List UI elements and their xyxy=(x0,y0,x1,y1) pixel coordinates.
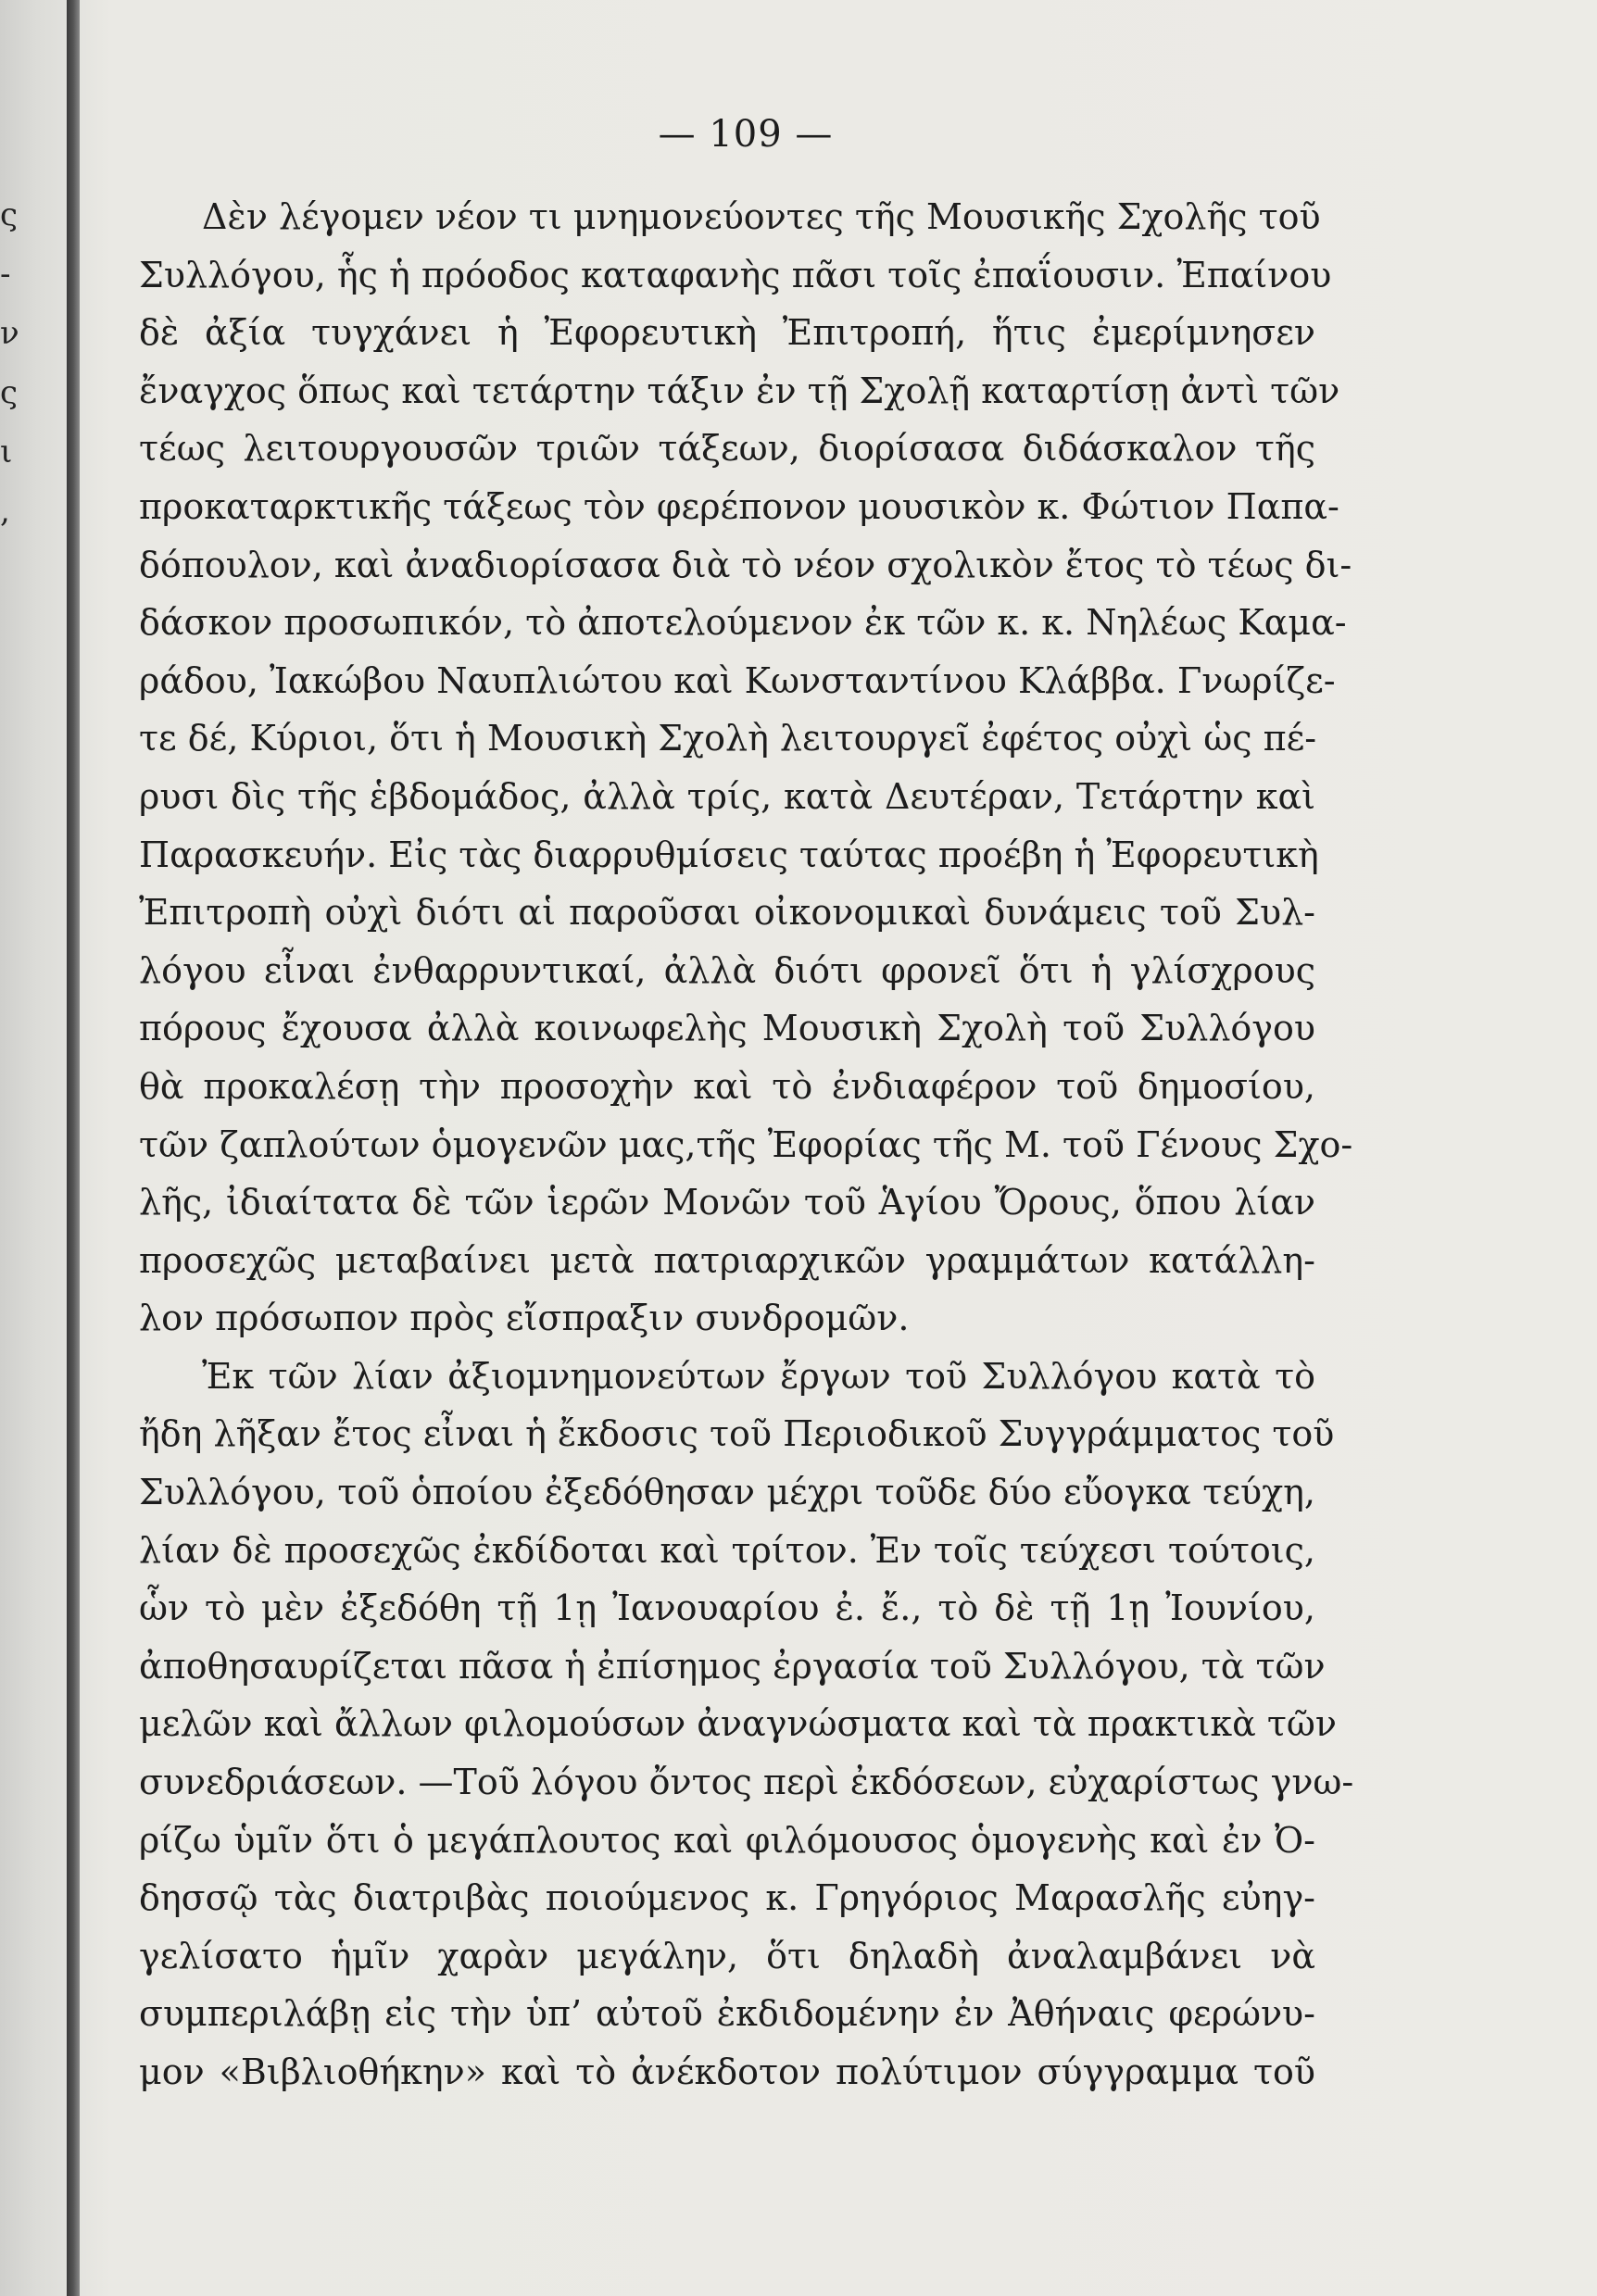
text-line: Συλλόγου, τοῦ ὁποίου ἐξεδόθησαν μέχρι τοῦδε δύο εὔογκα τεύχη, xyxy=(139,1472,1315,1513)
text-line: ἔναγχος ὅπως καὶ τετάρτην τάξιν ἐν τῇ Σχολῇ καταρτίσῃ ἀντὶ τῶν xyxy=(139,370,1340,411)
text-line: ἤδη λῆξαν ἔτος εἶναι ἡ ἔκδοσις τοῦ Περιοδικοῦ Συγγράμματος τοῦ xyxy=(139,1413,1335,1455)
margin-fragment: , xyxy=(0,493,10,530)
margin-fragment: ς xyxy=(0,196,19,233)
text-line: Παρασκευήν. Εἰς τὰς διαρρυθμίσεις ταύτας προέβη ἡ Ἐφορευτικὴ xyxy=(139,834,1319,875)
text-line: Ἐπιτροπὴ οὐχὶ διότι αἱ παροῦσαι οἰκονομικαὶ δυνάμεις τοῦ Συλ- xyxy=(139,892,1315,934)
text-line: λόγου εἶναι ἐνθαρρυντικαί, ἀλλὰ διότι φρονεῖ ὅτι ἡ γλίσχρους xyxy=(139,949,1315,991)
margin-fragment: - xyxy=(0,256,11,293)
paragraph-1 xyxy=(139,188,1353,1348)
text-line: δάσκον προσωπικόν, τὸ ἀποτελούμενον ἐκ τῶν κ. κ. Νηλέως Καμα- xyxy=(139,602,1347,644)
text-line: συμπεριλάβῃ εἰς τὴν ὑπ’ αὐτοῦ ἐκδιδομένην ἐν Ἀθήναις φερώνυ- xyxy=(139,1993,1315,2035)
text-line: λῆς, ἰδιαίτατα δὲ τῶν ἱερῶν Μονῶν τοῦ Ἁγίου Ὄρους, ὅπου λίαν xyxy=(139,1182,1315,1223)
text-line: λον πρόσωπον πρὸς εἴσπραξιν συνδρομῶν. xyxy=(139,1298,910,1339)
text-line: γελίσατο ἡμῖν χαρὰν μεγάλην, ὅτι δηλαδὴ ἀναλαμβάνει νὰ xyxy=(139,1935,1315,1976)
page-body xyxy=(139,107,1354,2102)
text-line: μελῶν καὶ ἄλλων φιλομούσων ἀναγνώσματα καὶ τὰ πρακτικὰ τῶν xyxy=(139,1703,1337,1745)
text-line: Δὲν λέγομεν νέον τι μνημονεύοντες τῆς Μουσικῆς Σχολῆς τοῦ xyxy=(202,196,1321,237)
binding-shadow xyxy=(67,0,80,2296)
margin-fragment: ς xyxy=(0,374,19,411)
text-line: δησσῷ τὰς διατριβὰς ποιούμενος κ. Γρηγόριος Μαρασλῆς εὐηγ- xyxy=(139,1877,1315,1919)
text-line: τέως λειτουργουσῶν τριῶν τάξεων, διορίσασα διδάσκαλον τῆς xyxy=(139,428,1315,470)
text-line: Ἐκ τῶν λίαν ἀξιομνημονεύτων ἔργων τοῦ Συλλόγου κατὰ τὸ xyxy=(202,1355,1315,1397)
text-line: δόπουλον, καὶ ἀναδιορίσασα διὰ τὸ νέον σχολικὸν ἔτος τὸ τέως δι- xyxy=(139,544,1352,585)
text-line: μον «Βιβλιοθήκην» καὶ τὸ ἀνέκδοτον πολύτιμον σύγγραμμα τοῦ xyxy=(139,2051,1315,2092)
text-line: ρυσι δὶς τῆς ἑβδομάδος, ἀλλὰ τρίς, κατὰ Δευτέραν, Τετάρτην καὶ xyxy=(139,775,1315,817)
text-line: τε δέ, Κύριοι, ὅτι ἡ Μουσικὴ Σχολὴ λειτουργεῖ ἐφέτος οὐχὶ ὡς πέ- xyxy=(139,718,1317,759)
text-line: ὧν τὸ μὲν ἐξεδόθη τῇ 1ῃ Ἰανουαρίου ἐ. ἔ., τὸ δὲ τῇ 1ῃ Ἰουνίου, xyxy=(139,1587,1315,1629)
text-line: ρίζω ὑμῖν ὅτι ὁ μεγάπλουτος καὶ φιλόμουσος ὁμογενὴς καὶ ἐν Ὀ- xyxy=(139,1819,1315,1861)
text-line: θὰ προκαλέσῃ τὴν προσοχὴν καὶ τὸ ἐνδιαφέρον τοῦ δημοσίου, xyxy=(139,1065,1315,1107)
text-line: δὲ ἀξία τυγχάνει ἡ Ἐφορευτικὴ Ἐπιτροπή, ἥτις ἐμερίμνησεν xyxy=(139,312,1315,354)
text-line: ἀποθησαυρίζεται πᾶσα ἡ ἐπίσημος ἐργασία τοῦ Συλλόγου, τὰ τῶν xyxy=(139,1645,1326,1687)
text-line: τῶν ζαπλούτων ὁμογενῶν μας,τῆς Ἐφορίας τῆς Μ. τοῦ Γένους Σχο- xyxy=(139,1123,1353,1165)
text-line: προσεχῶς μεταβαίνει μετὰ πατριαρχικῶν γραμμάτων κατάλλη- xyxy=(139,1239,1315,1281)
text-line: λίαν δὲ προσεχῶς ἐκδίδοται καὶ τρίτον. Ἐν τοῖς τεύχεσι τούτοις, xyxy=(139,1529,1315,1571)
text-line: συνεδριάσεων. —Τοῦ λόγου ὄντος περὶ ἐκδόσεων, εὐχαρίστως γνω- xyxy=(139,1762,1354,1803)
margin-fragment: ν xyxy=(0,315,19,352)
text-line: ράδου, Ἰακώβου Ναυπλιώτου καὶ Κωνσταντίνου Κλάββα. Γνωρίζε- xyxy=(139,659,1336,701)
page-number: — 109 — xyxy=(658,113,834,156)
paragraph-2 xyxy=(139,1348,1354,2102)
facing-page-fragments xyxy=(0,185,22,541)
text-line: Συλλόγου, ἧς ἡ πρόοδος καταφανὴς πᾶσι τοῖς ἐπαΐουσιν. Ἐπαίνου xyxy=(139,254,1332,295)
text-line: προκαταρκτικῆς τάξεως τὸν φερέπονον μουσικὸν κ. Φώτιον Παπα- xyxy=(139,485,1339,527)
margin-fragment: ι xyxy=(0,433,13,470)
text-line: πόρους ἔχουσα ἀλλὰ κοινωφελὴς Μουσικὴ Σχολὴ τοῦ Συλλόγου xyxy=(139,1008,1315,1049)
